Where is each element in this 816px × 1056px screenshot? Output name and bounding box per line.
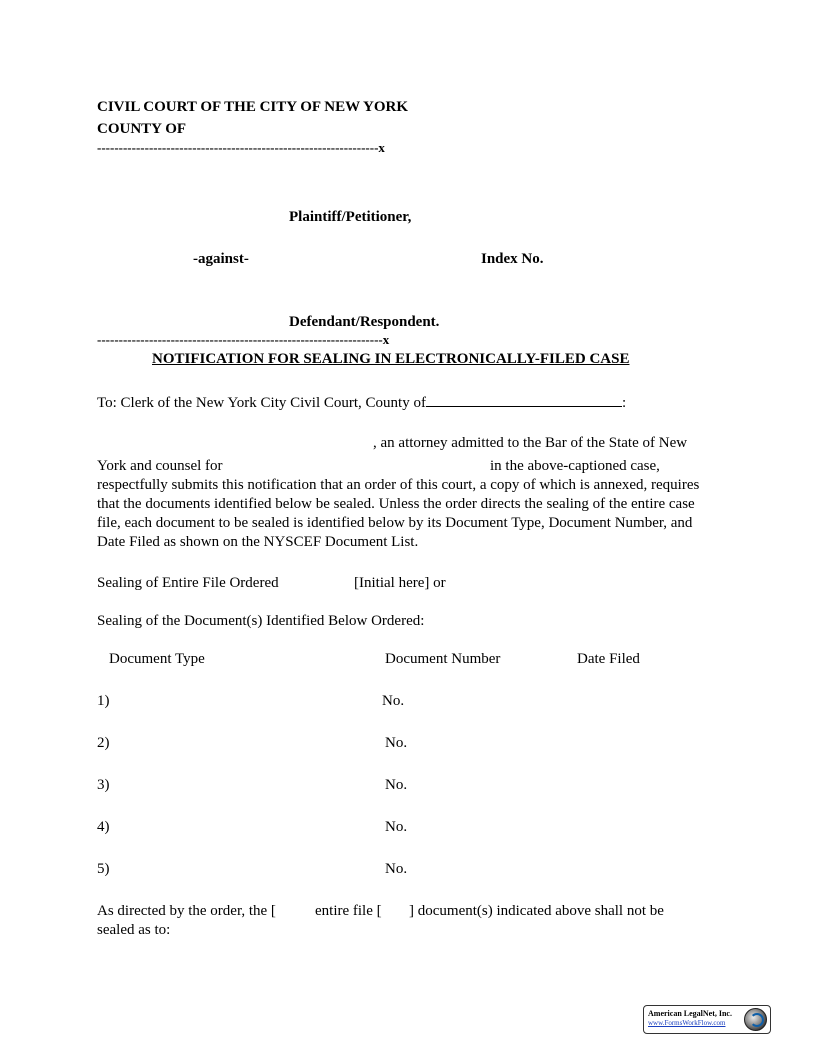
- divider-bottom: ------------------------------------------------------------------x: [97, 332, 390, 347]
- american-legalnet-logo[interactable]: [643, 1005, 771, 1034]
- row-5-no-label: No.: [385, 861, 408, 877]
- refresh-arrow-icon: [750, 1013, 764, 1027]
- row-1-no-label: No.: [382, 693, 405, 709]
- row-4-no-label: No.: [385, 819, 408, 835]
- row-2-number: 2): [97, 735, 110, 751]
- index-no-label: Index No.: [481, 251, 544, 267]
- initial-here-label: [Initial here] or: [354, 575, 446, 591]
- against-label: -against-: [193, 251, 249, 267]
- row-3-number: 3): [97, 777, 110, 793]
- plaintiff-label: Plaintiff/Petitioner,: [289, 209, 412, 225]
- row-1-number: 1): [97, 693, 110, 709]
- county-blank-field[interactable]: [426, 392, 622, 407]
- to-clerk-text: To: Clerk of the New York City Civil Court, County of: [97, 395, 426, 411]
- logo-url-link[interactable]: www.FormsWorkFlow.com: [648, 1019, 726, 1027]
- logo-company-name: American LegalNet, Inc.: [648, 1009, 732, 1018]
- directed-part2: entire file [: [315, 903, 382, 919]
- row-3-no-label: No.: [385, 777, 408, 793]
- above-captioned-label: in the above-captioned case,: [490, 458, 660, 474]
- sealing-entire-file-label: Sealing of Entire File Ordered: [97, 575, 279, 591]
- to-clerk-colon: :: [621, 395, 627, 411]
- court-name: CIVIL COURT OF THE CITY OF NEW YORK: [97, 99, 409, 115]
- defendant-label: Defendant/Respondent.: [289, 314, 440, 330]
- county-label: COUNTY OF: [97, 121, 187, 137]
- attorney-line: , an attorney admitted to the Bar of the State of New: [373, 435, 688, 451]
- row-4-number: 4): [97, 819, 110, 835]
- to-clerk-line: [97, 392, 626, 412]
- divider-top: -----------------------------------------------------------------x: [97, 140, 385, 155]
- body-paragraph: respectfully submits this notification that an order of this court, a copy of which is annexed, requires that the documents identified below be sealed. Unless the order directs the sealing of the entire case file, each document to be sealed is identified below by its Document Type, Document Number, and Date Filed as shown on the NYSCEF Document List.: [97, 477, 700, 550]
- counsel-for-label: York and counsel for: [97, 458, 223, 474]
- directed-part3: ] document(s) indicated above shall not be: [409, 903, 664, 919]
- directed-line2: sealed as to:: [97, 922, 171, 938]
- row-5-number: 5): [97, 861, 110, 877]
- document-title: NOTIFICATION FOR SEALING IN ELECTRONICALLY-FILED CASE: [152, 351, 630, 367]
- row-2-no-label: No.: [385, 735, 408, 751]
- header-document-type: Document Type: [109, 651, 205, 667]
- header-date-filed: Date Filed: [577, 651, 640, 667]
- header-document-number: Document Number: [385, 651, 501, 667]
- sealing-documents-label: Sealing of the Document(s) Identified Below Ordered:: [97, 613, 425, 629]
- directed-part1: As directed by the order, the [: [97, 903, 276, 919]
